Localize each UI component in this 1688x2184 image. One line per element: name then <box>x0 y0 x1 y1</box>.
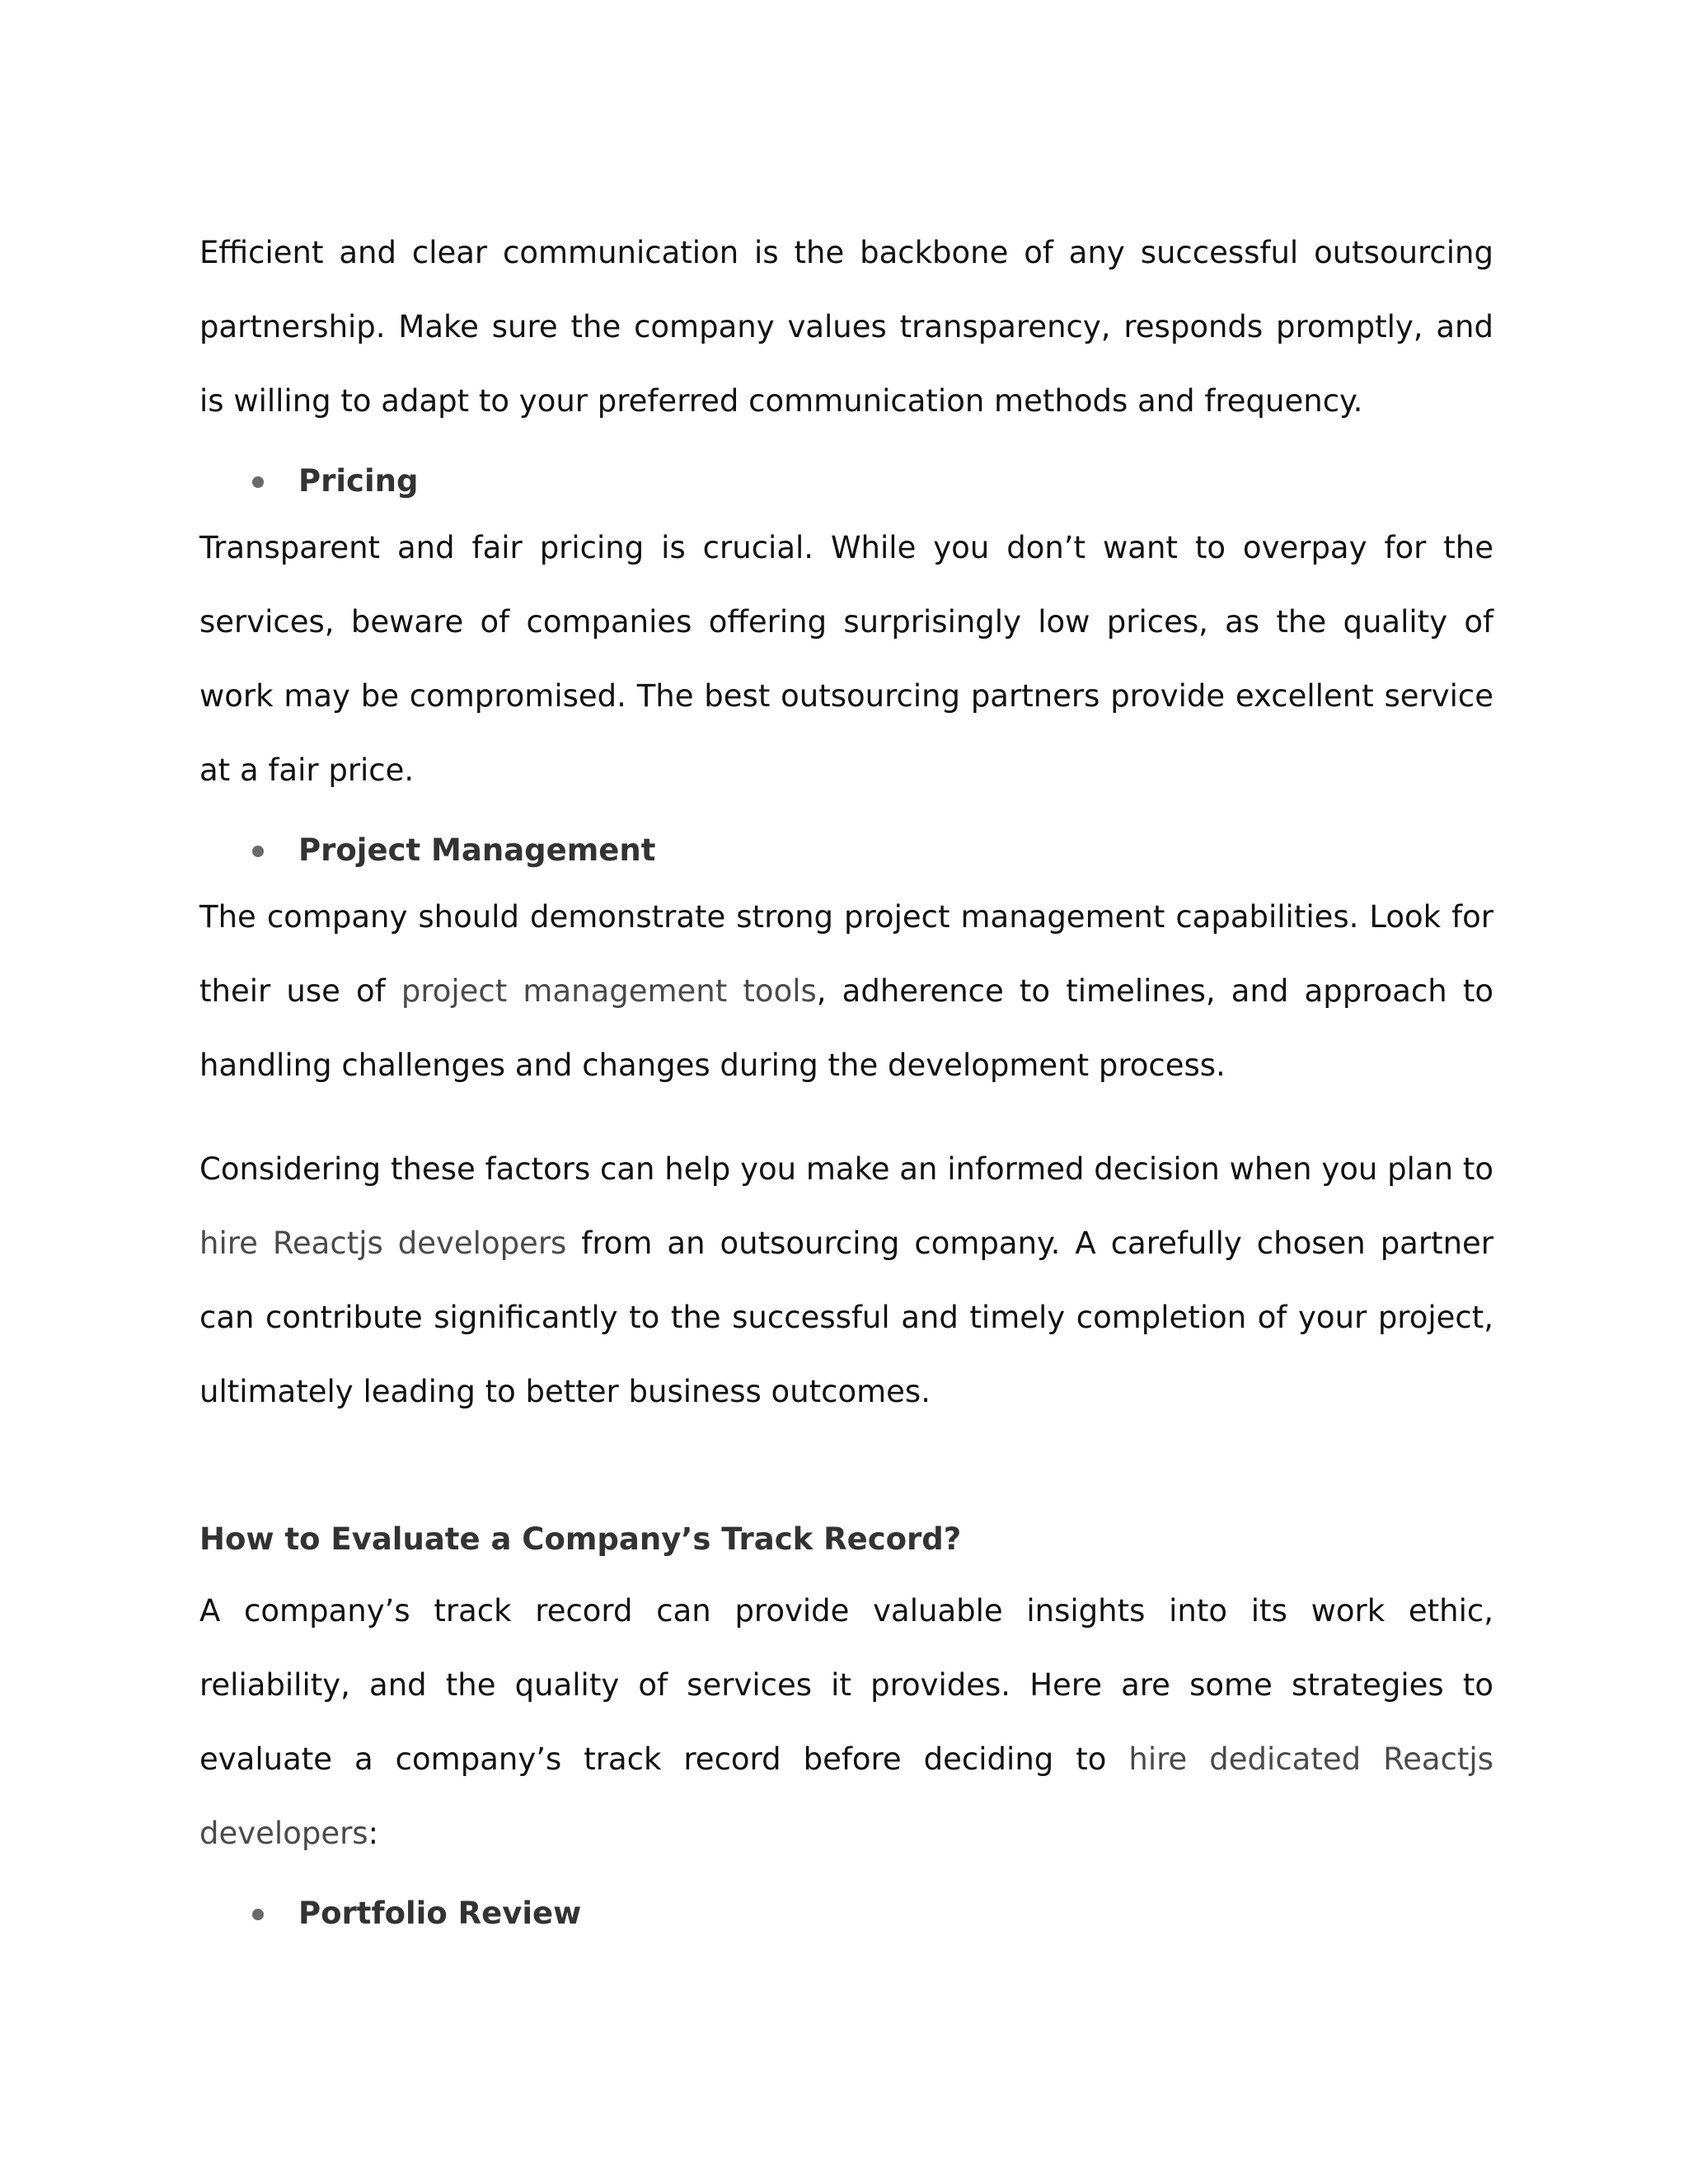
paragraph-text: The company should demonstrate strong project management capabilities. Look for their use of <box>199 899 1493 1009</box>
hire-reactjs-developers-link[interactable]: hire Reactjs developers <box>199 1226 567 1261</box>
paragraph-text: Considering these factors can help you make an informed decision when you plan to <box>199 1151 1493 1187</box>
bullet-dot-icon <box>252 1909 264 1920</box>
project-management-tools-link[interactable]: project management tools <box>401 973 817 1009</box>
bullet-item-project-management <box>199 826 1493 875</box>
paragraph-text: A company’s track record can provide valuable insights into its work ethic, reliability, and the quality of services it provides. Here are some strategies to evaluate a company’s track record before deciding to <box>199 1593 1493 1777</box>
bullet-dot-icon <box>252 476 264 488</box>
bullet-item-portfolio-review <box>199 1889 1493 1938</box>
bullet-dot-icon <box>252 846 264 857</box>
project-management-paragraph <box>199 880 1493 1103</box>
paragraph-text: , adherence to timelines, and approach to handling challenges and changes during the development process. <box>199 973 1493 1083</box>
considering-paragraph <box>199 1132 1493 1429</box>
hire-dedicated-reactjs-developers-link[interactable]: hire dedicated Reactjs developers <box>199 1741 1493 1851</box>
bullet-label-pricing: Pricing <box>298 463 419 499</box>
section-heading: How to Evaluate a Company’s Track Record? <box>199 1521 962 1557</box>
track-record-paragraph <box>199 1574 1493 1871</box>
communication-paragraph: Efficient and clear communication is the backbone of any successful outsourcing partnership. Make sure the company values transparency, responds promptly, and is willing to adapt to your preferred communication methods and frequency. <box>199 235 1493 419</box>
bullet-label-project-management: Project Management <box>298 832 656 868</box>
paragraph-text: from an outsourcing company. A carefully chosen partner can contribute significantly to the successful and timely completion of your project, ultimately leading to better business outcomes. <box>199 1226 1494 1409</box>
pricing-paragraph: Transparent and fair pricing is crucial. While you don’t want to overpay for the services, beware of companies offering surprisingly low prices, as the quality of work may be compromised. The best outsourcing partners provide excellent service at a fair price. <box>199 530 1493 788</box>
bullet-item-pricing <box>199 457 1493 506</box>
document-content <box>199 216 1493 1943</box>
paragraph-text: : <box>368 1816 379 1851</box>
bullet-label-portfolio-review: Portfolio Review <box>298 1896 582 1931</box>
